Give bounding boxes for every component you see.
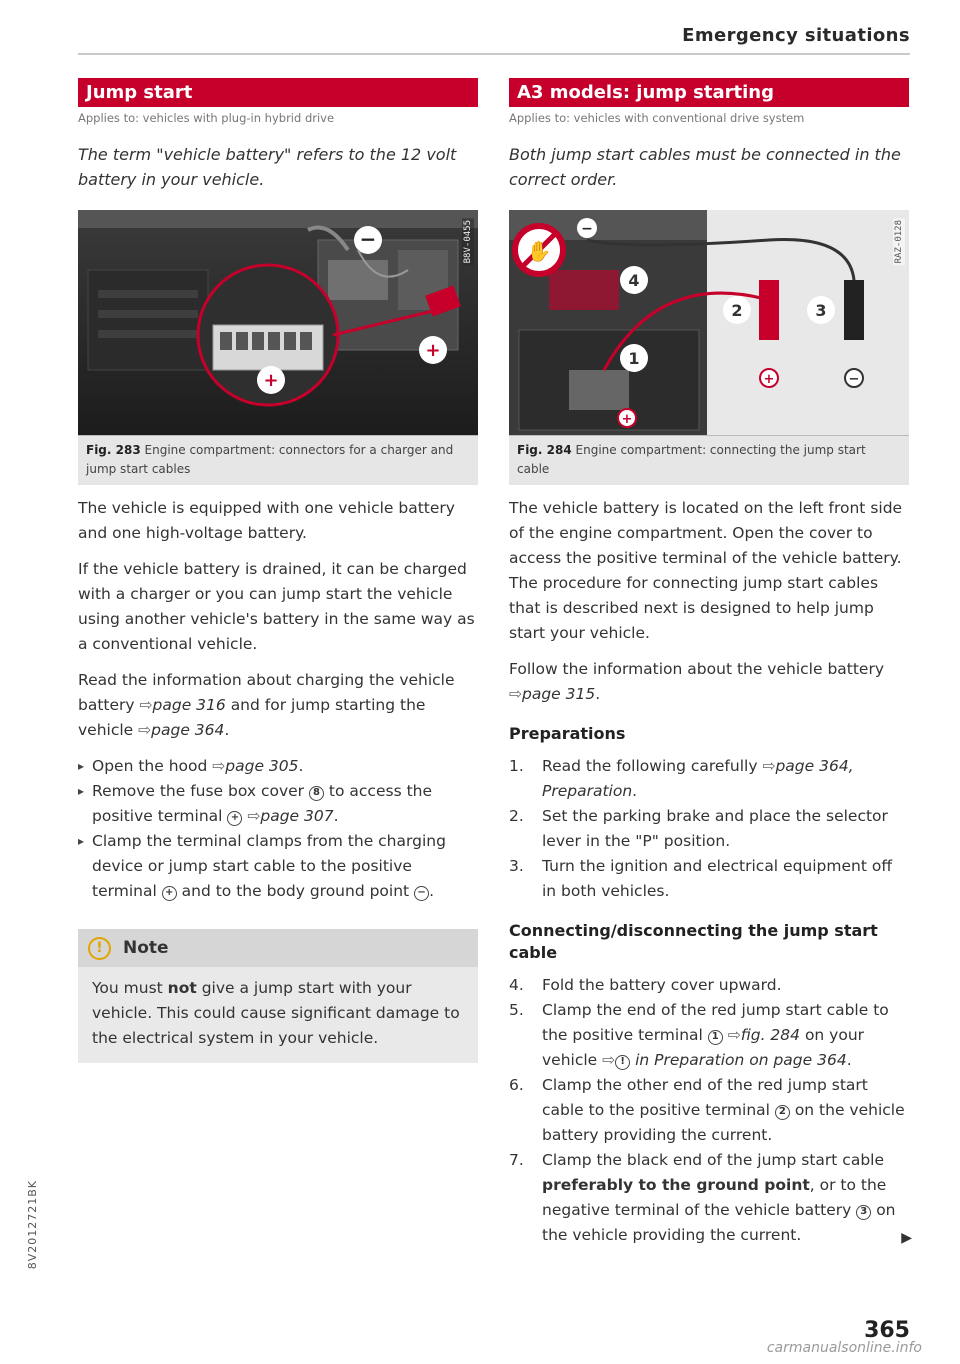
preparations-heading: Preparations [509,724,626,743]
engine-illustration [78,210,478,436]
paragraph: Follow the information about the vehicle battery ⇨page 315. [509,660,885,703]
arrow-icon: ⇨ [602,1051,616,1069]
step-text: on your vehicle [542,1026,865,1069]
step-item: 7. Clamp the black end of the jump start cable preferably to the ground point, or to the negative terminal of the vehicle battery 3 on the vehicle providing the current. [509,1151,896,1244]
figure-label: Fig. 284 [517,443,572,457]
applies-to-text: Applies to: vehicles with plug-in hybrid drive [78,111,335,125]
step-text: Turn the ignition and electrical equipment off in both vehicles. [542,857,893,900]
paragraph-text: and for jump starting the vehicle [78,696,426,739]
figure-caption-text: Engine compartment: connectors for a charger and jump start cables [86,443,454,476]
applies-to-text: Applies to: vehicles with conventional drive system [509,111,805,125]
engine-compartment-photo [78,210,478,436]
step-item: 5. Clamp the end of the red jump start cable to the positive terminal 1 ⇨fig. 284 on your vehicle ⇨ ! in Preparation on page 364. [509,1001,889,1069]
continue-arrow-icon: ▶ [901,1230,912,1246]
svg-text:+: + [621,412,633,427]
step-item: 2. Set the parking brake and place the selector lever in the "P" position. [509,807,888,850]
page-reference-link[interactable]: page 315 [522,685,596,703]
svg-text:−: − [581,221,593,237]
figure-caption [509,436,909,485]
arrow-icon: ⇨ [139,696,153,714]
note-text: You must [92,979,163,997]
note-box [78,929,478,1063]
plus-terminal-icon: + [227,811,242,826]
step-text: Clamp the black end of the jump start cable [542,1151,885,1169]
step-item: 1. Read the following carefully ⇨page 364, Preparation. [509,757,854,800]
list-item-text: Clamp the terminal clamps from the charging device or jump start cable to the positive terminal [92,832,446,900]
intro-text: The term "vehicle battery" refers to the 12 volt battery in your vehicle. [78,145,457,189]
step-text: Clamp the other end of the red jump start cable to the positive terminal [542,1076,868,1119]
preparation-steps [509,754,909,904]
step-text: Fold the battery cover upward. [542,976,782,994]
page-reference-link[interactable]: page 305 [225,757,299,775]
note-body [78,967,478,1063]
a3-jump-starting-banner: A3 models: jump starting [509,78,909,107]
step-item: 4. Fold the battery cover upward. [509,976,782,994]
step-text: on the vehicle battery providing the current. [542,1101,905,1144]
figure-283 [78,210,478,485]
watermark: carmanualsonline.info [766,1340,922,1356]
list-item-text: and to the body ground point [181,882,410,900]
connecting-steps [509,973,909,1248]
figure-id: B8V-0455 [463,220,473,264]
arrow-icon: ⇨ [138,721,152,739]
list-item-text: to access the positive terminal [92,782,433,825]
callout-1-icon: 1 [708,1030,723,1045]
svg-text:+: + [763,372,775,387]
svg-text:3: 3 [815,301,827,320]
paragraph: The vehicle is equipped with one vehicle battery and one high-voltage battery. [78,499,455,542]
page-reference-link[interactable]: page 364, Preparation [542,757,854,800]
right-column [509,78,909,1248]
warning-exclamation-icon: ! [88,937,111,960]
section-title: Emergency situations [682,25,910,46]
figure-reference-link[interactable]: fig. 284 [740,1026,801,1044]
page-reference-link[interactable]: page 316 [152,696,226,714]
caution-icon: ! [615,1055,630,1070]
connecting-heading: Connecting/disconnecting the jump start cable [509,921,878,962]
paragraph-text: Read the information about charging the vehicle battery [78,671,455,714]
jump-cable-illustration [509,210,909,436]
callout-2-icon: 2 [775,1105,790,1120]
step-text: on the vehicle providing the current. [542,1201,896,1244]
jump-start-banner: Jump start [78,78,478,107]
svg-text:1: 1 [628,349,640,368]
paragraph: If the vehicle battery is drained, it can be charged with a charger or you can jump start the vehicle using another vehicle's battery in the same way as a conventional vehicle. [78,560,475,653]
step-text: , or to the negative terminal of the vehicle battery [542,1176,887,1219]
step-text: Clamp the end of the red jump start cable to the positive terminal [542,1001,889,1044]
figure-caption-text: Engine compartment: connecting the jump start cable [517,443,866,476]
arrow-icon: ⇨ [727,1026,741,1044]
plus-terminal-icon: + [162,886,177,901]
document-code: 8V2012721BK [26,1180,39,1270]
list-item-text: Remove the fuse box cover [92,782,305,800]
page-reference-link[interactable]: in Preparation on page 364 [635,1051,847,1069]
arrow-icon: ⇨ [509,685,522,703]
step-text: Read the following carefully [542,757,758,775]
arrow-icon: ⇨ [212,757,226,775]
svg-text:−: − [359,227,377,251]
note-header [78,929,478,967]
header-rule [78,53,910,55]
figure-caption [78,436,478,485]
paragraph: The vehicle battery is located on the left front side of the engine compartment. Open the cover to access the positive terminal of the vehicle battery. The procedure for connecting jump start cables that is described next is designed to help jump start your vehicle. [509,499,903,642]
figure-284 [509,210,909,485]
note-text: give a jump start with your vehicle. This could cause significant damage to the electrical system in your vehicle. [92,979,460,1047]
page-number: 365 [864,1318,910,1343]
list-item: ▸ Open the hood ⇨page 305. [78,754,478,779]
left-column [78,78,478,1063]
step-item: 3. Turn the ignition and electrical equipment off in both vehicles. [509,857,893,900]
callout-3-icon: 3 [856,1205,871,1220]
list-item: ▸ Remove the fuse box cover 8 to access the positive terminal + ⇨page 307. [78,779,478,829]
svg-text:4: 4 [628,271,640,290]
note-emphasis: not [167,979,197,997]
svg-text:−: − [848,372,860,387]
page-reference-link[interactable]: page 364 [151,721,225,739]
arrow-icon: ⇨ [762,757,776,775]
arrow-icon: ⇨ [247,807,261,825]
list-item: ▸ Clamp the terminal clamps from the charging device or jump start cable to the positive terminal + and to the body ground point − . [78,829,478,904]
intro-text: Both jump start cables must be connected in the correct order. [509,145,901,189]
svg-text:✋: ✋ [526,239,552,263]
minus-ground-icon: − [414,886,429,901]
svg-text:2: 2 [731,301,743,320]
step-item: 6. Clamp the other end of the red jump start cable to the positive terminal 2 on the vehicle battery providing the current. [509,1076,905,1144]
paragraph: Read the information about charging the vehicle battery ⇨page 316 and for jump starting the vehicle ⇨page 364. [78,671,455,739]
step-emphasis: preferably to the ground point [542,1176,810,1194]
instruction-list [78,754,478,904]
step-text: Set the parking brake and place the selector lever in the "P" position. [542,807,888,850]
page-reference-link[interactable]: page 307 [260,807,334,825]
note-title: Note [123,938,169,958]
jump-cable-photo [509,210,909,436]
svg-text:+: + [425,340,441,361]
paragraph-text: Follow the information about the vehicle battery [509,660,885,678]
figure-id: RAZ-0128 [894,220,904,264]
callout-8-icon: 8 [309,786,324,801]
list-item-text: Open the hood [92,757,208,775]
figure-label: Fig. 283 [86,443,141,457]
svg-text:+: + [263,370,279,391]
